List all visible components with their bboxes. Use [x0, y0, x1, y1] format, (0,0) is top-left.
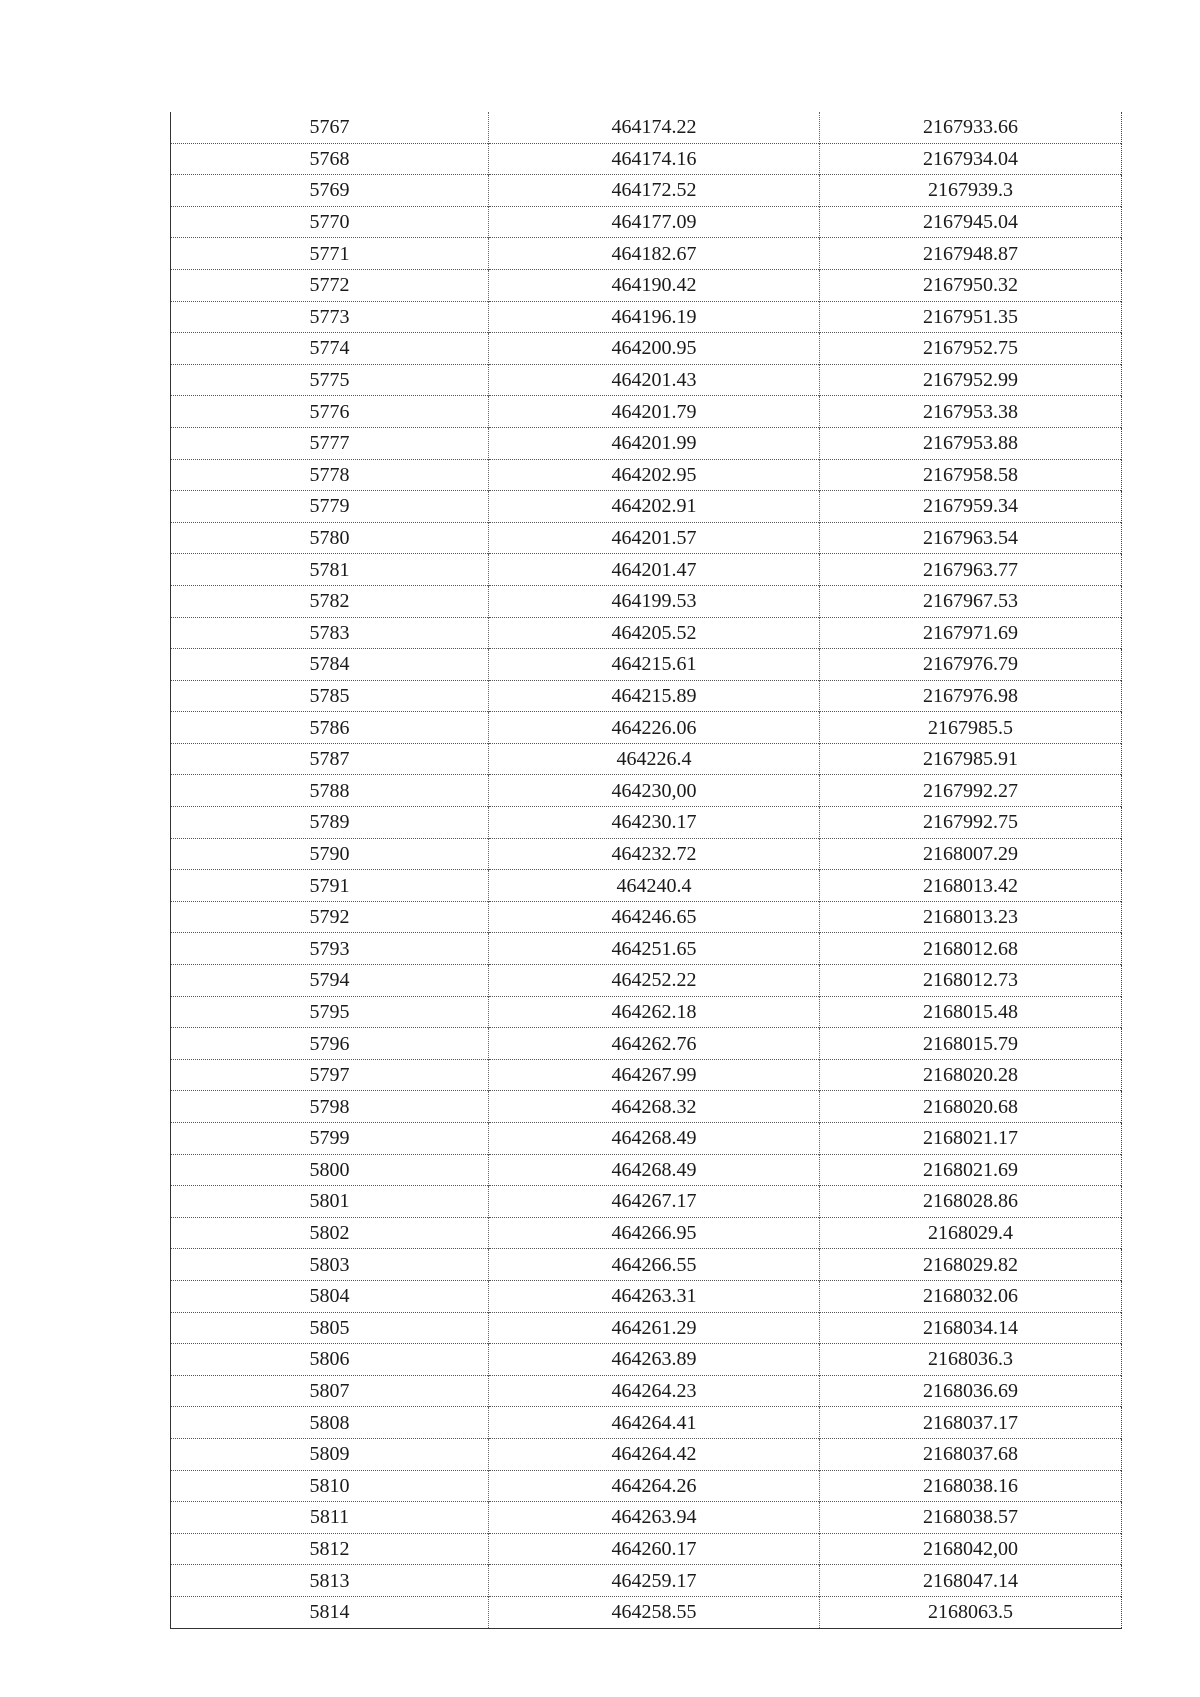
y-coordinate-cell: 2167950.32: [820, 269, 1122, 301]
x-coordinate-cell: 464201.57: [489, 522, 820, 554]
x-coordinate-cell: 464202.91: [489, 491, 820, 523]
y-coordinate-cell: 2167976.79: [820, 649, 1122, 681]
point-number-cell: 5776: [171, 396, 489, 428]
table-row: [171, 775, 1122, 807]
table-row: [171, 680, 1122, 712]
x-coordinate-cell: 464262.18: [489, 996, 820, 1028]
point-number-cell: 5779: [171, 491, 489, 523]
point-number-cell: 5813: [171, 1565, 489, 1597]
x-coordinate-cell: 464264.41: [489, 1407, 820, 1439]
y-coordinate-cell: 2168012.73: [820, 965, 1122, 997]
x-coordinate-cell: 464267.17: [489, 1186, 820, 1218]
table-row: [171, 1312, 1122, 1344]
table-row: [171, 1470, 1122, 1502]
point-number-cell: 5807: [171, 1375, 489, 1407]
x-coordinate-cell: 464232.72: [489, 838, 820, 870]
table-row: [171, 1533, 1122, 1565]
point-number-cell: 5798: [171, 1091, 489, 1123]
x-coordinate-cell: 464264.26: [489, 1470, 820, 1502]
table-row: [171, 333, 1122, 365]
table-row: [171, 1217, 1122, 1249]
y-coordinate-cell: 2167939.3: [820, 175, 1122, 207]
point-number-cell: 5772: [171, 269, 489, 301]
y-coordinate-cell: 2168047.14: [820, 1565, 1122, 1597]
point-number-cell: 5814: [171, 1596, 489, 1628]
point-number-cell: 5767: [171, 112, 489, 143]
x-coordinate-cell: 464264.42: [489, 1438, 820, 1470]
y-coordinate-cell: 2168013.23: [820, 901, 1122, 933]
x-coordinate-cell: 464264.23: [489, 1375, 820, 1407]
x-coordinate-cell: 464258.55: [489, 1596, 820, 1628]
table-row: [171, 1091, 1122, 1123]
table-row: [171, 459, 1122, 491]
point-number-cell: 5782: [171, 585, 489, 617]
point-number-cell: 5771: [171, 238, 489, 270]
table-row: [171, 585, 1122, 617]
y-coordinate-cell: 2167963.77: [820, 554, 1122, 586]
table-row: [171, 743, 1122, 775]
y-coordinate-cell: 2167934.04: [820, 143, 1122, 175]
table-row: [171, 901, 1122, 933]
table-row: [171, 1375, 1122, 1407]
table-row: [171, 206, 1122, 238]
x-coordinate-cell: 464201.79: [489, 396, 820, 428]
point-number-cell: 5774: [171, 333, 489, 365]
table-row: [171, 554, 1122, 586]
x-coordinate-cell: 464226.4: [489, 743, 820, 775]
coordinates-table: [170, 112, 1122, 1629]
y-coordinate-cell: 2167952.75: [820, 333, 1122, 365]
x-coordinate-cell: 464268.49: [489, 1123, 820, 1155]
point-number-cell: 5787: [171, 743, 489, 775]
y-coordinate-cell: 2168007.29: [820, 838, 1122, 870]
table-row: [171, 807, 1122, 839]
x-coordinate-cell: 464201.47: [489, 554, 820, 586]
x-coordinate-cell: 464263.94: [489, 1502, 820, 1534]
table-row: [171, 965, 1122, 997]
table-row: [171, 649, 1122, 681]
table-row: [171, 617, 1122, 649]
y-coordinate-cell: 2168015.79: [820, 1028, 1122, 1060]
x-coordinate-cell: 464201.99: [489, 427, 820, 459]
x-coordinate-cell: 464246.65: [489, 901, 820, 933]
table-row: [171, 1186, 1122, 1218]
y-coordinate-cell: 2167976.98: [820, 680, 1122, 712]
y-coordinate-cell: 2168021.17: [820, 1123, 1122, 1155]
table-row: [171, 175, 1122, 207]
y-coordinate-cell: 2168015.48: [820, 996, 1122, 1028]
x-coordinate-cell: 464252.22: [489, 965, 820, 997]
y-coordinate-cell: 2168020.28: [820, 1059, 1122, 1091]
y-coordinate-cell: 2168032.06: [820, 1280, 1122, 1312]
y-coordinate-cell: 2168028.86: [820, 1186, 1122, 1218]
y-coordinate-cell: 2167971.69: [820, 617, 1122, 649]
table-row: [171, 838, 1122, 870]
x-coordinate-cell: 464205.52: [489, 617, 820, 649]
table-row: [171, 269, 1122, 301]
y-coordinate-cell: 2168013.42: [820, 870, 1122, 902]
x-coordinate-cell: 464174.22: [489, 112, 820, 143]
y-coordinate-cell: 2168029.82: [820, 1249, 1122, 1281]
x-coordinate-cell: 464226.06: [489, 712, 820, 744]
table-row: [171, 427, 1122, 459]
x-coordinate-cell: 464260.17: [489, 1533, 820, 1565]
point-number-cell: 5811: [171, 1502, 489, 1534]
point-number-cell: 5794: [171, 965, 489, 997]
table-row: [171, 301, 1122, 333]
point-number-cell: 5770: [171, 206, 489, 238]
y-coordinate-cell: 2168036.69: [820, 1375, 1122, 1407]
point-number-cell: 5793: [171, 933, 489, 965]
x-coordinate-cell: 464230.17: [489, 807, 820, 839]
y-coordinate-cell: 2168036.3: [820, 1344, 1122, 1376]
table-row: [171, 1123, 1122, 1155]
y-coordinate-cell: 2168063.5: [820, 1596, 1122, 1628]
y-coordinate-cell: 2167985.91: [820, 743, 1122, 775]
point-number-cell: 5778: [171, 459, 489, 491]
x-coordinate-cell: 464215.61: [489, 649, 820, 681]
point-number-cell: 5785: [171, 680, 489, 712]
x-coordinate-cell: 464215.89: [489, 680, 820, 712]
table-row: [171, 1407, 1122, 1439]
y-coordinate-cell: 2167948.87: [820, 238, 1122, 270]
x-coordinate-cell: 464182.67: [489, 238, 820, 270]
point-number-cell: 5775: [171, 364, 489, 396]
table-row: [171, 522, 1122, 554]
point-number-cell: 5799: [171, 1123, 489, 1155]
y-coordinate-cell: 2167985.5: [820, 712, 1122, 744]
x-coordinate-cell: 464262.76: [489, 1028, 820, 1060]
table-row: [171, 1565, 1122, 1597]
x-coordinate-cell: 464266.55: [489, 1249, 820, 1281]
y-coordinate-cell: 2168021.69: [820, 1154, 1122, 1186]
x-coordinate-cell: 464240.4: [489, 870, 820, 902]
point-number-cell: 5803: [171, 1249, 489, 1281]
x-coordinate-cell: 464263.31: [489, 1280, 820, 1312]
point-number-cell: 5810: [171, 1470, 489, 1502]
table-row: [171, 712, 1122, 744]
point-number-cell: 5805: [171, 1312, 489, 1344]
table-row: [171, 1154, 1122, 1186]
y-coordinate-cell: 2167958.58: [820, 459, 1122, 491]
point-number-cell: 5812: [171, 1533, 489, 1565]
y-coordinate-cell: 2167951.35: [820, 301, 1122, 333]
x-coordinate-cell: 464202.95: [489, 459, 820, 491]
y-coordinate-cell: 2168038.16: [820, 1470, 1122, 1502]
table-row: [171, 1344, 1122, 1376]
y-coordinate-cell: 2167953.88: [820, 427, 1122, 459]
x-coordinate-cell: 464174.16: [489, 143, 820, 175]
x-coordinate-cell: 464268.32: [489, 1091, 820, 1123]
y-coordinate-cell: 2167933.66: [820, 112, 1122, 143]
table-row: [171, 1438, 1122, 1470]
table-row: [171, 491, 1122, 523]
table-row: [171, 364, 1122, 396]
y-coordinate-cell: 2167952.99: [820, 364, 1122, 396]
table-row: [171, 1596, 1122, 1628]
x-coordinate-cell: 464199.53: [489, 585, 820, 617]
point-number-cell: 5784: [171, 649, 489, 681]
point-number-cell: 5791: [171, 870, 489, 902]
point-number-cell: 5768: [171, 143, 489, 175]
y-coordinate-cell: 2167992.27: [820, 775, 1122, 807]
y-coordinate-cell: 2167967.53: [820, 585, 1122, 617]
point-number-cell: 5769: [171, 175, 489, 207]
point-number-cell: 5808: [171, 1407, 489, 1439]
point-number-cell: 5777: [171, 427, 489, 459]
table-row: [171, 1502, 1122, 1534]
x-coordinate-cell: 464196.19: [489, 301, 820, 333]
x-coordinate-cell: 464200.95: [489, 333, 820, 365]
point-number-cell: 5800: [171, 1154, 489, 1186]
table-row: [171, 1249, 1122, 1281]
point-number-cell: 5802: [171, 1217, 489, 1249]
point-number-cell: 5788: [171, 775, 489, 807]
point-number-cell: 5796: [171, 1028, 489, 1060]
point-number-cell: 5792: [171, 901, 489, 933]
y-coordinate-cell: 2168037.17: [820, 1407, 1122, 1439]
y-coordinate-cell: 2167992.75: [820, 807, 1122, 839]
x-coordinate-cell: 464230,00: [489, 775, 820, 807]
table-row: [171, 933, 1122, 965]
x-coordinate-cell: 464266.95: [489, 1217, 820, 1249]
table-row: [171, 1280, 1122, 1312]
table-row: [171, 1059, 1122, 1091]
x-coordinate-cell: 464172.52: [489, 175, 820, 207]
x-coordinate-cell: 464201.43: [489, 364, 820, 396]
y-coordinate-cell: 2168034.14: [820, 1312, 1122, 1344]
x-coordinate-cell: 464177.09: [489, 206, 820, 238]
y-coordinate-cell: 2167953.38: [820, 396, 1122, 428]
point-number-cell: 5780: [171, 522, 489, 554]
x-coordinate-cell: 464190.42: [489, 269, 820, 301]
point-number-cell: 5804: [171, 1280, 489, 1312]
table-row: [171, 238, 1122, 270]
point-number-cell: 5801: [171, 1186, 489, 1218]
point-number-cell: 5789: [171, 807, 489, 839]
y-coordinate-cell: 2168038.57: [820, 1502, 1122, 1534]
y-coordinate-cell: 2167945.04: [820, 206, 1122, 238]
table-row: [171, 1028, 1122, 1060]
table-row: [171, 143, 1122, 175]
point-number-cell: 5781: [171, 554, 489, 586]
y-coordinate-cell: 2168012.68: [820, 933, 1122, 965]
table-row: [171, 396, 1122, 428]
coordinates-table-body: [171, 112, 1122, 1628]
x-coordinate-cell: 464251.65: [489, 933, 820, 965]
point-number-cell: 5783: [171, 617, 489, 649]
x-coordinate-cell: 464267.99: [489, 1059, 820, 1091]
table-row: [171, 112, 1122, 143]
point-number-cell: 5786: [171, 712, 489, 744]
table-row: [171, 996, 1122, 1028]
x-coordinate-cell: 464263.89: [489, 1344, 820, 1376]
y-coordinate-cell: 2168042,00: [820, 1533, 1122, 1565]
y-coordinate-cell: 2167959.34: [820, 491, 1122, 523]
x-coordinate-cell: 464268.49: [489, 1154, 820, 1186]
point-number-cell: 5773: [171, 301, 489, 333]
point-number-cell: 5809: [171, 1438, 489, 1470]
y-coordinate-cell: 2168020.68: [820, 1091, 1122, 1123]
x-coordinate-cell: 464261.29: [489, 1312, 820, 1344]
y-coordinate-cell: 2168037.68: [820, 1438, 1122, 1470]
y-coordinate-cell: 2167963.54: [820, 522, 1122, 554]
table-row: [171, 870, 1122, 902]
x-coordinate-cell: 464259.17: [489, 1565, 820, 1597]
point-number-cell: 5797: [171, 1059, 489, 1091]
y-coordinate-cell: 2168029.4: [820, 1217, 1122, 1249]
point-number-cell: 5795: [171, 996, 489, 1028]
point-number-cell: 5790: [171, 838, 489, 870]
point-number-cell: 5806: [171, 1344, 489, 1376]
